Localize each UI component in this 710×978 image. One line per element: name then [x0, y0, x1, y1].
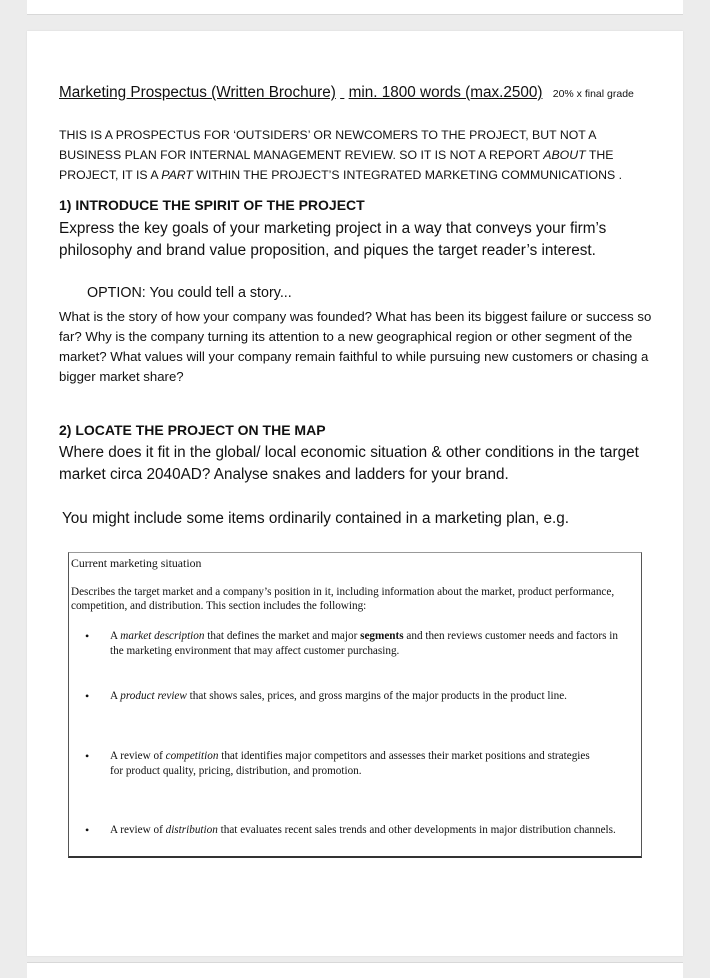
option-text: What is the story of how your company was founded? What has been its biggest failure or success so far? Why is the company turning its attention to a new geographical region or other segment of the market? What values will your company remain faithful to while pursuing new customers or chasing a bigger market share?: [59, 309, 652, 384]
section2-text: Where does it fit in the global/ local economic situation & other conditions in the target market circa 2040AD? Analyse snakes and ladders for your brand.: [59, 444, 639, 483]
previous-page-edge: [27, 0, 683, 15]
list-item-text: A product review that shows sales, prices, and gross margins of the major products in the product line.: [110, 690, 567, 702]
list-item-text: A market description that defines the market and major segments and then reviews customer needs and factors in the marketing environment that may affect customer purchasing.: [110, 630, 618, 657]
bullet-icon: •: [85, 629, 90, 643]
section2-heading: 2) LOCATE THE PROJECT ON THE MAP: [59, 422, 326, 438]
title-word-count: min. 1800 words (max.2500): [348, 84, 543, 101]
next-page-edge: [27, 962, 683, 978]
bullet-icon: •: [85, 823, 90, 837]
section1-text: Express the key goals of your marketing project in a way that conveys your firm’s philosophy and brand value proposition, and piques the target reader’s interest.: [59, 220, 607, 259]
box-description: Describes the target market and a company’s position in it, including information about the market, product performance, competition, and distribution. This section includes the following:: [71, 586, 615, 612]
section1-heading: 1) INTRODUCE THE SPIRIT OF THE PROJECT: [59, 197, 365, 213]
marketing-plan-excerpt-box: [68, 552, 642, 858]
document-title: [59, 84, 634, 102]
list-item-text: A review of competition that identifies major competitors and assesses their market positions and strategies for product quality, pricing, distribution, and promotion.: [110, 750, 590, 777]
box-title: Current marketing situation: [71, 556, 202, 570]
intro-part: PART: [161, 168, 193, 182]
bullet-icon: •: [85, 689, 90, 703]
list-item-text: A review of distribution that evaluates recent sales trends and other developments in major distribution channels.: [110, 824, 616, 836]
intro-text-1: THIS IS A PROSPECTUS FOR ‘OUTSIDERS’ OR NEWCOMERS TO THE PROJECT, BUT NOT A BUSINESS PLAN FOR INTERNAL MANAGEMENT REVIEW. SO IT IS NOT A REPORT: [59, 128, 596, 162]
intro-paragraph: [59, 125, 649, 185]
intro-text-2: THE PROJECT, IT IS A: [59, 148, 614, 182]
title-main: Marketing Prospectus (Written Brochure): [59, 84, 336, 101]
title-gap: [340, 84, 344, 101]
intro-text-3: WITHIN THE PROJECT’S INTEGRATED MARKETING COMMUNICATIONS .: [192, 168, 622, 182]
include-text: You might include some items ordinarily contained in a marketing plan, e.g.: [62, 510, 570, 527]
option-heading: OPTION: You could tell a story...: [87, 285, 292, 301]
document-page: [27, 31, 683, 956]
bullet-icon: •: [85, 749, 90, 763]
title-grade: 20% x final grade: [552, 88, 634, 100]
intro-about: ABOUT: [543, 148, 586, 162]
